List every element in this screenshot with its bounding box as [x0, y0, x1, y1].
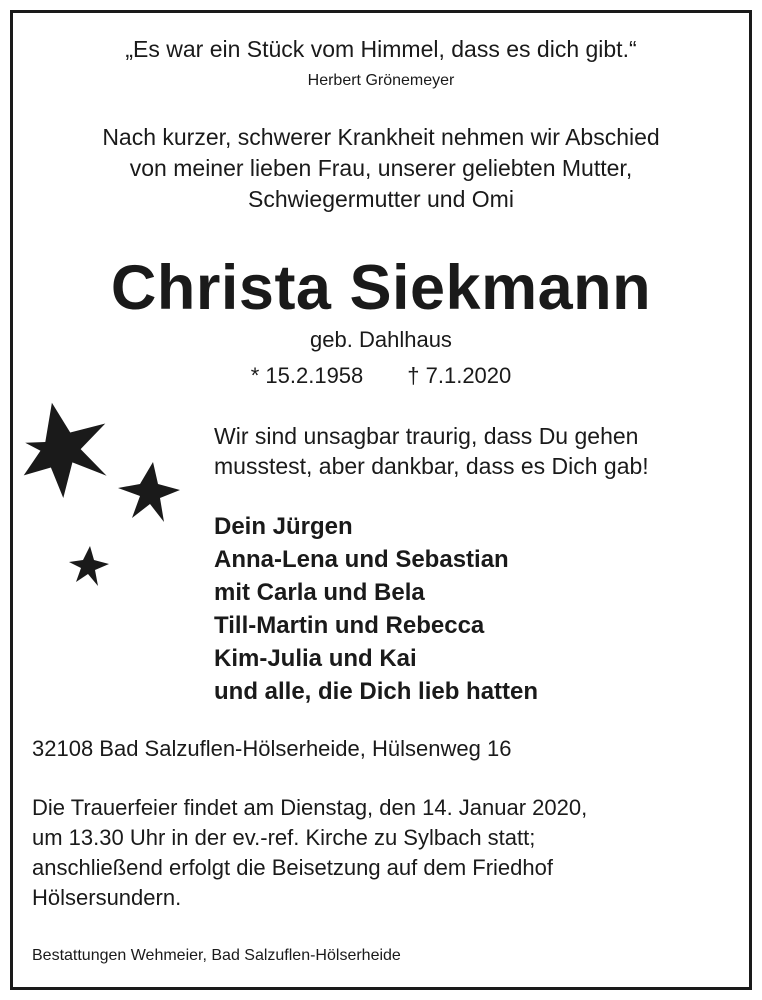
family-line: Kim-Julia und Kai	[214, 645, 417, 672]
family-line: Dein Jürgen	[214, 513, 353, 540]
star-icon	[118, 462, 180, 522]
birth-date: * 15.2.1958	[250, 363, 364, 388]
quote-text: „Es war ein Stück vom Himmel, dass es dich gibt.“	[125, 36, 637, 62]
address: 32108 Bad Salzuflen-Hölserheide, Hülsenweg 16	[32, 736, 512, 761]
family-line: Anna-Lena und Sebastian	[214, 546, 509, 573]
message-line: Wir sind unsagbar traurig, dass Du gehen	[214, 423, 639, 449]
family-line: mit Carla und Bela	[214, 579, 425, 606]
family-line: Till-Martin und Rebecca	[214, 612, 485, 639]
undertaker: Bestattungen Wehmeier, Bad Salzuflen-Hölserheide	[32, 947, 401, 964]
family-list	[214, 510, 538, 708]
death-date: † 7.1.2020	[407, 363, 512, 388]
condolence-message	[214, 421, 649, 481]
family-line: und alle, die Dich lieb hatten	[214, 678, 539, 705]
star-icon	[69, 546, 109, 586]
birth-name: geb. Dahlhaus	[310, 327, 452, 352]
intro-line: Schwiegermutter und Omi	[248, 186, 514, 212]
stars-decoration	[0, 390, 200, 600]
star-icon	[14, 396, 115, 503]
intro-text	[0, 122, 762, 215]
life-dates	[0, 362, 762, 390]
ceremony-line: Die Trauerfeier findet am Dienstag, den 14. Januar 2020,	[32, 795, 588, 820]
ceremony-line: anschließend erfolgt die Beisetzung auf dem Friedhof	[32, 855, 553, 880]
ceremony-line: Hölsersundern.	[32, 885, 182, 910]
ceremony-info	[32, 793, 587, 913]
ceremony-line: um 13.30 Uhr in der ev.-ref. Kirche zu Sylbach statt;	[32, 825, 536, 850]
intro-line: Nach kurzer, schwerer Krankheit nehmen wir Abschied	[102, 124, 660, 150]
message-line: musstest, aber dankbar, dass es Dich gab!	[214, 453, 649, 479]
deceased-name: Christa Siekmann	[110, 253, 652, 323]
quote-author: Herbert Grönemeyer	[307, 72, 455, 89]
intro-line: von meiner lieben Frau, unserer geliebten Mutter,	[129, 155, 633, 181]
